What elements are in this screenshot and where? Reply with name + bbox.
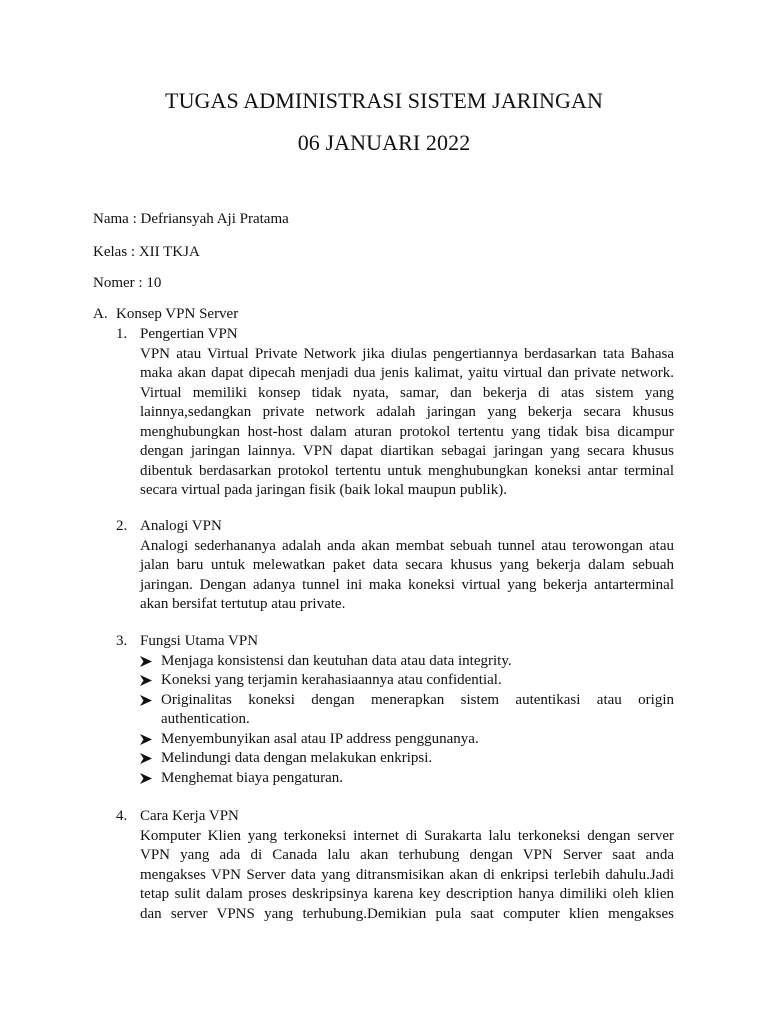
item-number: 3.	[116, 633, 128, 649]
list-item-text: Menyembunyikan asal atau IP address penggunanya.	[161, 730, 479, 747]
list-item	[140, 671, 674, 691]
paragraph-line: VPN yang ada di Canada lalu akan terhubung dengan VPN Server saat anda	[140, 847, 674, 863]
item-title: Fungsi Utama VPN	[140, 633, 259, 649]
arrowhead-bullet-icon	[140, 675, 152, 686]
arrowhead-bullet-icon	[140, 773, 152, 784]
document-date: 06 JANUARI 2022	[297, 130, 471, 155]
arrowhead-bullet-icon	[140, 695, 152, 706]
paragraph-line: VPN atau Virtual Private Network jika diulas pengertiannya berdasarkan tata Bahasa	[140, 345, 674, 362]
item-paragraph	[140, 537, 674, 615]
list-item-text: Koneksi yang terjamin kerahasiaannya atau confidential.	[161, 672, 502, 688]
section-a-title: Konsep VPN Server	[116, 306, 239, 322]
paragraph-line: jaringan. Dengan adanya tunnel ini maka koneksi virtual yang bekerja antarterminal	[140, 576, 674, 593]
arrowhead-bullet-icon	[140, 734, 152, 745]
item-paragraph	[140, 345, 674, 501]
paragraph-line: maka akan dapat dipecah menjadi dua jenis kalimat, yaitu virtual dan private network.	[140, 365, 674, 381]
paragraph-line: Analogi sederhananya adalah anda akan membat sebuah tunnel atau terowongan atau	[140, 537, 674, 554]
item-paragraph	[140, 827, 674, 925]
paragraph-line: dibentuk berdasarkan protokol tertentu untuk menghubungkan koneksi antar terminal	[140, 462, 674, 479]
item-number: 1.	[116, 326, 128, 342]
item-number: 4.	[116, 808, 128, 824]
paragraph-line: dengan jaringan lainnya. VPN dapat diartikan sebagai jaringan yang secara khusus	[140, 443, 674, 459]
list-item-text: Originalitas koneksi dengan menerapkan sistem autentikasi atau origin	[161, 691, 674, 708]
list-item	[140, 652, 674, 672]
student-number: Nomer : 10	[93, 275, 162, 291]
list-item-text: Melindungi data dengan melakukan enkripsi.	[161, 750, 433, 766]
list-item-text: Menghemat biaya pengaturan.	[161, 769, 344, 786]
paragraph-line: menghubungkan host-host dalam aturan protokol tertentu yang tidak bisa dicampur	[140, 423, 674, 440]
item-title: Pengertian VPN	[140, 326, 238, 342]
list-item	[140, 769, 674, 789]
section-item-pengertian	[116, 325, 674, 501]
arrowhead-bullet-icon	[140, 753, 152, 764]
paragraph-line: lainnya,sedangkan private network adalah jaringan yang bekerja secara khusus	[140, 404, 674, 420]
bullet-list	[140, 652, 674, 789]
section-a-marker: A.	[93, 306, 108, 322]
section-item-analogi	[116, 517, 674, 615]
paragraph-line: tetap sulit dalam proses deskripsinya karena key description hanya dimiliki oleh klien	[140, 886, 674, 902]
paragraph-line: Komputer Klien yang terkoneksi internet di Surakarta lalu terkoneksi dengan server	[140, 827, 674, 844]
list-item-text-continued: authentication.	[161, 711, 250, 727]
item-title: Analogi VPN	[140, 518, 222, 534]
paragraph-line: jalan baru untuk melewatkan paket data secara khusus yang bekerja dalam sebuah	[140, 557, 674, 573]
paragraph-line: Virtual memiliki konsep tidak nyata, samar, dan bekerja di atas sistem yang	[140, 384, 674, 401]
paragraph-line: akan bersifat tertutup atau private.	[140, 596, 346, 612]
list-item	[140, 691, 674, 730]
paragraph-line: secara virtual pada jaringan fisik (baik lokal maupun publik).	[140, 482, 507, 498]
paragraph-line: dan server VPNS yang terhubung.Demikian pula saat computer klien mengakses	[140, 905, 674, 922]
section-item-cara-kerja	[116, 807, 674, 924]
student-class: Kelas : XII TKJA	[93, 244, 200, 260]
list-item	[140, 749, 674, 769]
arrowhead-bullet-icon	[140, 656, 152, 667]
list-item-text: Menjaga konsistensi dan keutuhan data atau data integrity.	[161, 652, 512, 669]
student-name: Nama : Defriansyah Aji Pratama	[93, 211, 289, 227]
list-item	[140, 730, 674, 750]
section-item-fungsi	[116, 632, 674, 788]
section-a-heading	[93, 305, 238, 325]
item-title: Cara Kerja VPN	[140, 808, 239, 824]
paragraph-line: mengakses VPN Server data yang ditransmisikan akan di enkripsi terlebih dahulu.Jadi	[140, 866, 674, 883]
item-number: 2.	[116, 518, 128, 534]
document-title: TUGAS ADMINISTRASI SISTEM JARINGAN	[165, 88, 603, 113]
